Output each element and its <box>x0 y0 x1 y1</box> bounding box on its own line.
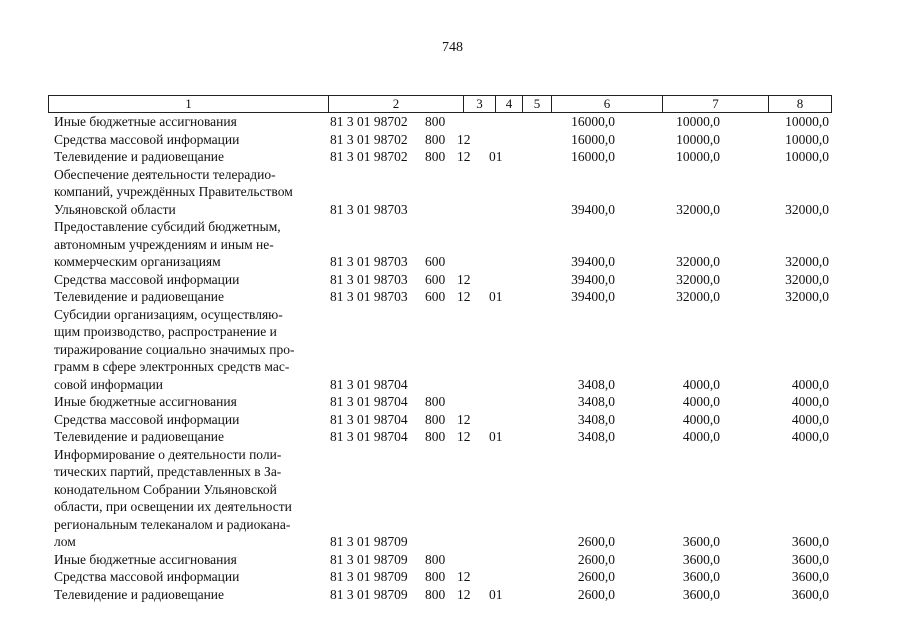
row-code: 81 3 01 98703 <box>330 289 408 304</box>
row-name-line: Информирование о деятельности поли- <box>54 446 282 462</box>
row-value-col8: 4000,0 <box>791 411 829 427</box>
row-value-col6: 39400,0 <box>571 289 615 304</box>
row-expense-type: 800 <box>425 586 446 602</box>
row-value-col6: 2600,0 <box>577 551 615 567</box>
row-section: 12 <box>457 271 471 287</box>
row-value-col6: 39400,0 <box>571 271 615 287</box>
row-name <box>54 131 324 149</box>
row-name-line: Иные бюджетные ассигнования <box>54 551 237 567</box>
row-name <box>54 271 324 289</box>
table-row <box>0 306 905 394</box>
row-code: 81 3 01 98703 <box>330 254 408 269</box>
row-name-line: конодательном Собрании Ульяновской <box>54 481 277 497</box>
row-name-line: совой информации <box>54 376 163 392</box>
table-row <box>0 218 905 271</box>
row-value-col8: 4000,0 <box>791 429 829 444</box>
row-code: 81 3 01 98709 <box>330 586 408 602</box>
row-expense-type: 800 <box>425 551 446 567</box>
row-code: 81 3 01 98703 <box>330 271 408 287</box>
row-section: 12 <box>457 569 471 584</box>
row-value-col7: 3600,0 <box>682 586 720 602</box>
row-value-col6: 39400,0 <box>571 254 615 269</box>
table-row <box>0 131 905 149</box>
table-row <box>0 428 905 446</box>
row-value-col8: 10000,0 <box>785 149 829 164</box>
row-code: 81 3 01 98704 <box>330 411 408 427</box>
row-value-col7: 32000,0 <box>676 201 720 217</box>
row-name <box>54 288 324 306</box>
row-value-col6: 16000,0 <box>571 149 615 164</box>
row-code: 81 3 01 98704 <box>330 429 408 444</box>
table-row <box>0 113 905 131</box>
row-name-line: Телевидение и радиовещание <box>54 586 225 602</box>
row-value-col8: 32000,0 <box>785 271 829 287</box>
row-code: 81 3 01 98709 <box>330 534 408 549</box>
row-value-col6: 3408,0 <box>577 429 615 444</box>
row-section: 12 <box>457 131 471 147</box>
row-name-line: Телевидение и радиовещание <box>54 289 225 304</box>
row-expense-type: 800 <box>425 411 446 427</box>
row-value-col8: 10000,0 <box>785 114 829 129</box>
row-subsection: 01 <box>489 429 503 444</box>
row-code: 81 3 01 98702 <box>330 114 408 129</box>
table-row <box>0 166 905 219</box>
row-name <box>54 148 324 166</box>
row-name-line: Средства массовой информации <box>54 131 240 147</box>
row-value-col7: 10000,0 <box>676 114 720 129</box>
row-value-col7: 32000,0 <box>676 289 720 304</box>
row-value-col8: 10000,0 <box>785 131 829 147</box>
row-value-col8: 4000,0 <box>791 376 829 392</box>
row-section: 12 <box>457 411 471 427</box>
row-value-col8: 3600,0 <box>791 586 829 602</box>
row-value-col8: 3600,0 <box>791 551 829 567</box>
row-expense-type: 600 <box>425 271 446 287</box>
header-cell-2: 2 <box>328 96 463 112</box>
row-value-col7: 3600,0 <box>682 569 720 584</box>
row-name-line: Субсидии организациям, осуществляю- <box>54 306 283 322</box>
table-row <box>0 393 905 411</box>
row-name-line: региональным телеканалом и радиоканa- <box>54 516 291 532</box>
row-value-col7: 3600,0 <box>682 551 720 567</box>
row-name-line: Обеспечение деятельности телерадио- <box>54 166 276 182</box>
row-value-col6: 3408,0 <box>577 394 615 409</box>
header-cell-4: 4 <box>495 96 522 112</box>
row-name-line: грамм в сфере электронных средств мас- <box>54 359 290 374</box>
row-name-line: Предоставление субсидий бюджетным, <box>54 219 281 234</box>
row-value-col8: 32000,0 <box>785 254 829 269</box>
row-expense-type: 600 <box>425 254 446 269</box>
header-cell-6: 6 <box>551 96 662 112</box>
row-value-col6: 2600,0 <box>577 569 615 584</box>
row-code: 81 3 01 98704 <box>330 394 408 409</box>
row-value-col6: 16000,0 <box>571 131 615 147</box>
row-value-col7: 4000,0 <box>682 429 720 444</box>
table-header-row <box>48 95 832 113</box>
row-value-col6: 3408,0 <box>577 411 615 427</box>
row-value-col6: 16000,0 <box>571 114 615 129</box>
row-name <box>54 586 324 604</box>
row-value-col7: 3600,0 <box>682 534 720 549</box>
row-code: 81 3 01 98703 <box>330 201 408 217</box>
row-code: 81 3 01 98709 <box>330 569 408 584</box>
row-name <box>54 411 324 429</box>
row-value-col8: 32000,0 <box>785 289 829 304</box>
row-value-col8: 3600,0 <box>791 534 829 549</box>
header-cell-7: 7 <box>662 96 768 112</box>
row-name <box>54 393 324 411</box>
table-row <box>0 288 905 306</box>
row-section: 12 <box>457 149 471 164</box>
row-name-line: коммерческим организациям <box>54 254 221 269</box>
row-name <box>54 218 324 271</box>
row-code: 81 3 01 98704 <box>330 376 408 392</box>
row-name <box>54 568 324 586</box>
header-cell-3: 3 <box>463 96 495 112</box>
row-subsection: 01 <box>489 149 503 164</box>
row-expense-type: 800 <box>425 149 446 164</box>
row-value-col6: 3408,0 <box>577 376 615 392</box>
row-value-col7: 10000,0 <box>676 149 720 164</box>
row-expense-type: 800 <box>425 131 446 147</box>
row-name-line: Телевидение и радиовещание <box>54 429 225 444</box>
row-name <box>54 166 324 219</box>
table-row <box>0 586 905 604</box>
row-name-line: щим производство, распространение и <box>54 324 277 339</box>
row-code: 81 3 01 98702 <box>330 149 408 164</box>
table-row <box>0 148 905 166</box>
row-value-col8: 32000,0 <box>785 201 829 217</box>
page-number: 748 <box>442 40 463 55</box>
row-value-col7: 10000,0 <box>676 131 720 147</box>
row-name-line: Средства массовой информации <box>54 271 240 287</box>
row-name-line: компаний, учреждённых Правительством <box>54 184 293 199</box>
row-value-col7: 32000,0 <box>676 254 720 269</box>
row-value-col6: 2600,0 <box>577 586 615 602</box>
row-name-line: Средства массовой информации <box>54 411 240 427</box>
row-section: 12 <box>457 586 471 602</box>
header-cell-8: 8 <box>768 96 831 112</box>
row-name-line: тических партий, представленных в За- <box>54 464 282 479</box>
row-code: 81 3 01 98709 <box>330 551 408 567</box>
row-name <box>54 113 324 131</box>
table-row <box>0 446 905 551</box>
row-value-col7: 4000,0 <box>682 376 720 392</box>
row-name <box>54 446 324 551</box>
table-row <box>0 271 905 289</box>
row-code: 81 3 01 98702 <box>330 131 408 147</box>
row-section: 12 <box>457 289 471 304</box>
table-row <box>0 568 905 586</box>
row-expense-type: 800 <box>425 394 446 409</box>
row-subsection: 01 <box>489 586 503 602</box>
row-expense-type: 800 <box>425 569 446 584</box>
row-name-line: Телевидение и радиовещание <box>54 149 225 164</box>
row-expense-type: 600 <box>425 289 446 304</box>
row-name <box>54 551 324 569</box>
row-name <box>54 428 324 446</box>
row-value-col6: 39400,0 <box>571 201 615 217</box>
row-name-line: Иные бюджетные ассигнования <box>54 394 237 409</box>
row-value-col7: 32000,0 <box>676 271 720 287</box>
row-name-line: Иные бюджетные ассигнования <box>54 114 237 129</box>
row-name-line: Средства массовой информации <box>54 569 240 584</box>
row-name <box>54 306 324 394</box>
row-name-line: автономным учреждениям и иным не- <box>54 236 274 252</box>
row-expense-type: 800 <box>425 429 446 444</box>
table-row <box>0 411 905 429</box>
row-name-line: тиражирование социально значимых про- <box>54 341 295 357</box>
row-value-col8: 3600,0 <box>791 569 829 584</box>
row-name-line: области, при освещении их деятельности <box>54 499 292 514</box>
row-section: 12 <box>457 429 471 444</box>
row-name-line: Ульяновской области <box>54 201 176 217</box>
row-subsection: 01 <box>489 289 503 304</box>
row-value-col8: 4000,0 <box>791 394 829 409</box>
header-cell-1: 1 <box>185 96 192 111</box>
row-name-line: лом <box>54 534 76 549</box>
header-cell-5: 5 <box>522 96 551 112</box>
table-row <box>0 551 905 569</box>
row-value-col7: 4000,0 <box>682 411 720 427</box>
row-value-col6: 2600,0 <box>577 534 615 549</box>
row-expense-type: 800 <box>425 114 446 129</box>
row-value-col7: 4000,0 <box>682 394 720 409</box>
